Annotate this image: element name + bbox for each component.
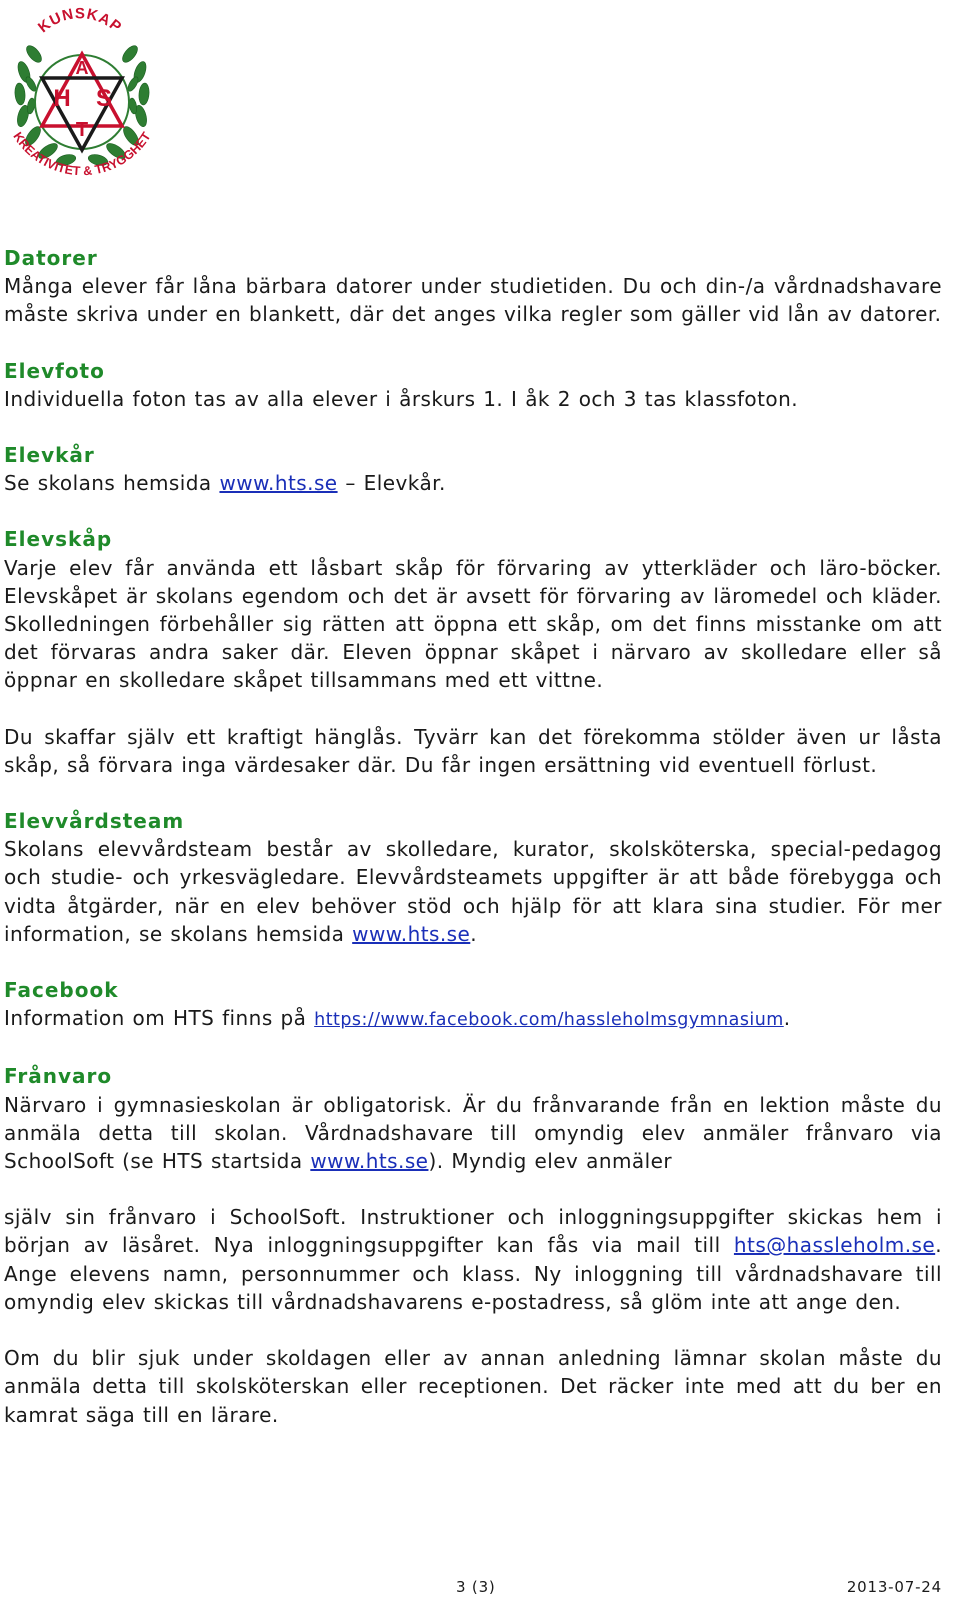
facebook-link[interactable]: https://www.facebook.com/hassleholmsgymnasium [314,1010,784,1031]
text-franvaro-2-after: . Ange elevens namn, personnummer och klass. Ny inloggning till vårdnadshavare till omyndig elev skickas till vårdnadshavarens e-postadress, så glöm inte att ange den. [4,1233,942,1314]
logo-letter-t: T [75,119,89,141]
heading-elevvardsteam: Elevvårdsteam [4,809,185,834]
franvaro-website-link[interactable]: www.hts.se [310,1149,429,1174]
text-elevkar [4,469,942,497]
spacer [4,1175,942,1203]
text-franvaro-1 [4,1091,942,1176]
spacer [4,695,942,723]
logo-letter-s: S [95,85,113,112]
text-elevkar-before: Se skolans hemsida [4,471,220,496]
text-elevvardsteam-before: Skolans elevvårdsteam består av skolledare, kurator, skolsköterska, special-pedagog och studie- och yrkesvägledare. Elevvårdsteamets uppgifter är att både förebygga och vidta åtgärder, när en elev behöver stöd och hjälp för att klara sina studier. För mer information, se skolans hemsida [4,837,942,946]
spacer [4,329,942,357]
svg-text:KUNSKAP [35,5,125,36]
spacer [4,413,942,441]
heading-elevskap: Elevskåp [4,527,113,552]
text-facebook-after: . [783,1006,791,1031]
spacer [4,497,942,525]
heading-franvaro: Frånvaro [4,1064,113,1089]
spacer [4,1034,942,1062]
text-franvaro-1-before: Närvaro i gymnasieskolan är obligatorisk. Är du frånvarande från en lektion måste du anmäla detta till skolan. Vårdnadshavare till omyndig elev anmäler frånvaro via SchoolSoft (se HTS startsida [4,1092,942,1174]
spacer [4,948,942,976]
heading-facebook: Facebook [4,978,119,1003]
document-date: 2013-07-24 [846,1578,942,1596]
text-franvaro-2 [4,1203,942,1316]
text-datorer: Många elever får låna bärbara datorer under studietiden. Du och din-/a vårdnadshavare måste skriva under en blankett, där det anges vilka regler som gäller vid lån av datorer. [4,274,942,327]
text-elevskap-2: Du skaffar själv ett kraftigt hänglås. Tyvärr kan det förekomma stölder även ur låsta skåp, så förvara inga värdesaker där. Du får ingen ersättning vid eventuell förlust. [4,724,942,777]
document-body [4,244,942,1429]
text-elevskap-1: Varje elev får använda ett låsbart skåp för förvaring av ytterkläder och läro-böcker. Elevskåpet är skolans egendom och det är avsett för förvaring av läromedel och kläder. Skolledningen förbehåller sig rätten att öppna ett skåp, om det finns misstanke om att det förvaras andra saker där. Eleven öppnar skåpet i närvaro av skolledare eller så öppnar en skolledare skåpet tillsammans med ett vittne. [4,555,942,693]
logo-letter-h: H [53,85,71,112]
logo-bottom-text: KREATIVITET & TRYGGHET [10,129,154,179]
text-franvaro-2-before: själv sin frånvaro i SchoolSoft. Instruktioner och inloggningsuppgifter skickas hem i början av läsåret. Nya inloggningsuppgifter kan fås via mail till [4,1205,942,1258]
text-franvaro-1-after: ). Myndig elev anmäler [428,1149,673,1174]
elevkar-website-link[interactable]: www.hts.se [219,471,338,496]
logo-letter-a: A [75,58,89,78]
elevvardsteam-website-link[interactable]: www.hts.se [352,921,471,946]
text-elevkar-after: – Elevkår. [337,471,446,496]
text-facebook [4,1004,942,1034]
school-logo [4,2,160,188]
logo-top-text: KUNSKAP [34,5,126,37]
page-number: 3 (3) [456,1578,496,1596]
spacer [4,1316,942,1344]
text-facebook-before: Information om HTS finns på [4,1006,315,1031]
text-franvaro-3: Om du blir sjuk under skoldagen eller av annan anledning lämnar skolan måste du anmäla detta till skolsköterskan eller receptionen. Det räcker inte med att du ber en kamrat säga till en lärare. [4,1346,942,1427]
text-elevvardsteam-after: . [470,921,478,946]
heading-datorer: Datorer [4,246,98,270]
heading-elevkar: Elevkår [4,443,95,468]
text-elevvardsteam [4,835,942,948]
spacer [4,779,942,807]
email-link[interactable]: hts@hassleholm.se [733,1233,936,1258]
text-elevfoto: Individuella foton tas av alla elever i årskurs 1. I åk 2 och 3 tas klassfoton. [4,386,799,411]
heading-elevfoto: Elevfoto [4,358,105,383]
